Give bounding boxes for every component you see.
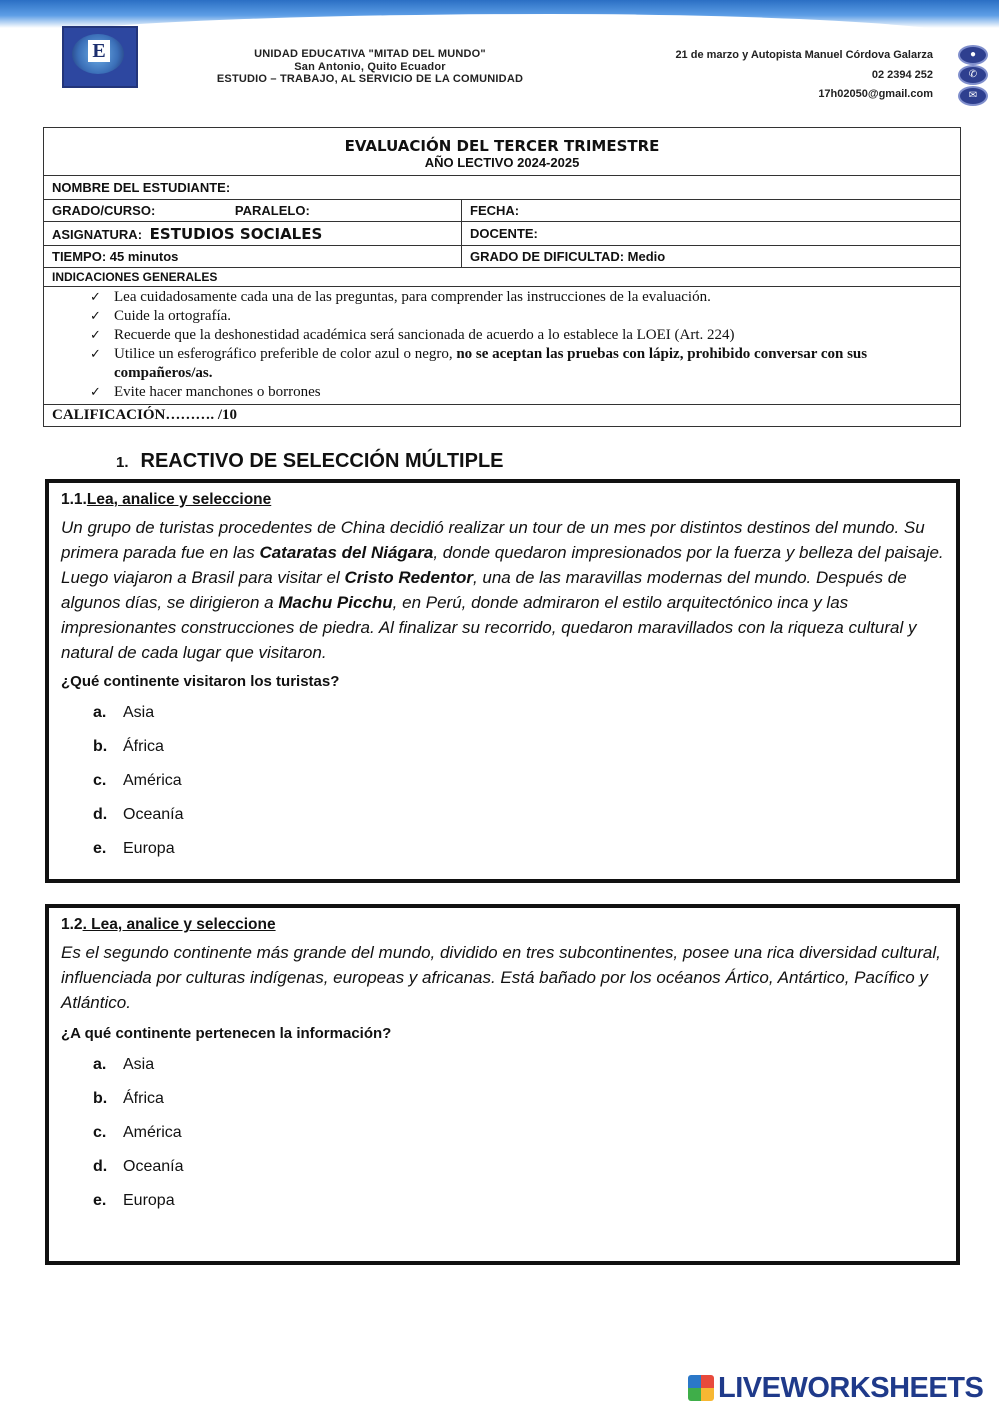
mail-icon: ✉ <box>958 86 988 106</box>
option-b[interactable]: b. África <box>93 738 164 755</box>
school-motto: ESTUDIO – TRABAJO, AL SERVICIO DE LA COMUNIDAD <box>216 73 524 85</box>
question-1-prompt: ¿Qué continente visitaron los turistas? <box>61 673 340 690</box>
subject-label: ASIGNATURA: <box>52 226 143 242</box>
instructions-list <box>52 288 952 402</box>
subject-cell <box>44 222 462 246</box>
contact-address: 21 de marzo y Autopista Manuel Córdova Galarza <box>675 49 933 61</box>
grade-score: CALIFICACIÓN………. /10 <box>44 405 961 427</box>
school-logo <box>62 26 138 88</box>
time-limit: TIEMPO: 45 minutos <box>44 246 462 268</box>
option-c[interactable]: c. América <box>93 772 182 789</box>
instructions-cell <box>44 287 961 405</box>
section-heading: REACTIVO DE SELECCIÓN MÚLTIPLE <box>140 450 504 472</box>
contact-phone: 02 2394 252 <box>871 68 933 81</box>
instruction-item: ✓ Recuerde que la deshonestidad académica será sancionada de acuerdo a lo establece la LOEI (Art. 224) <box>90 327 735 343</box>
option-d[interactable]: d. Oceanía <box>93 806 184 823</box>
school-info <box>178 48 562 86</box>
contact-info <box>585 46 933 105</box>
question-1-passage: Un grupo de turistas procedentes de China decidió realizar un tour de un mes por distintos destinos del mundo. Su primera parada fue en las Cataratas del Niágara, donde quedaron impresionados por la fuerza y belleza del paisaje. Luego viajaron a Brasil para visitar el Cristo Redentor, una de las maravillas modernas del mundo. Después de algunos días, se dirigieron a Machu Picchu, en Perú, donde admiraron el estilo arquitectónico inca y las impresionantes construcciones de piedra. Al finalizar su recorrido, quedaron maravillados con la riqueza cultural y natural de cada lugar que visitaron. <box>61 518 944 662</box>
contact-email: 17h02050@gmail.com <box>818 88 933 100</box>
student-name-field[interactable]: NOMBRE DEL ESTUDIANTE: <box>44 176 961 200</box>
option-e[interactable]: e. Europa <box>93 1192 175 1209</box>
question-1-options <box>93 702 956 872</box>
question-2-passage: Es el segundo continente más grande del mundo, dividido en tres subcontinentes, posee una rica diversidad cultural, influenciada por culturas indígenas, europeas y africanas. Está bañado por los océanos Ártico, Antártico, Pacífico y Atlántico. <box>61 943 941 1012</box>
section-title <box>116 450 504 473</box>
instruction-item: ✓ Evite hacer manchones o borrones <box>90 384 321 400</box>
instruction-item: ✓ Cuide la ortografía. <box>90 308 232 324</box>
option-e[interactable]: e. Europa <box>93 840 175 857</box>
evaluation-info-table <box>43 127 961 427</box>
subject-value: ESTUDIOS SOCIALES <box>149 224 323 243</box>
difficulty-level: GRADO DE DIFICULTAD: Medio <box>462 246 961 268</box>
checkmark-icon: ✓ <box>90 328 101 343</box>
checkmark-icon: ✓ <box>90 309 101 324</box>
checkmark-icon: ✓ <box>90 290 101 305</box>
option-a[interactable]: a. Asia <box>93 1056 155 1073</box>
phone-icon: ✆ <box>958 65 988 85</box>
school-location: San Antonio, Quito Ecuador <box>294 60 446 73</box>
parallel-field[interactable]: PARALELO: <box>234 203 310 218</box>
option-d[interactable]: d. Oceanía <box>93 1158 184 1175</box>
question-1-heading: 1.1.Lea, analice y seleccione <box>61 491 272 508</box>
school-name: UNIDAD EDUCATIVA "MITAD DEL MUNDO" <box>254 48 486 60</box>
checkmark-icon: ✓ <box>90 385 101 400</box>
grade-field[interactable]: GRADO/CURSO: <box>52 203 156 218</box>
instruction-item: ✓ Lea cuidadosamente cada una de las preguntas, para comprender las instrucciones de la evaluación. <box>90 289 711 305</box>
question-2-prompt: ¿A qué continente pertenecen la información? <box>61 1025 392 1042</box>
date-field[interactable]: FECHA: <box>462 200 961 222</box>
grade-cell <box>44 200 462 222</box>
option-b[interactable]: b. África <box>93 1090 164 1107</box>
option-c[interactable]: c. América <box>93 1124 182 1141</box>
section-number: 1. <box>116 454 129 471</box>
logo-letter: E <box>88 40 110 62</box>
liveworksheets-icon <box>688 1375 714 1401</box>
question-1-box <box>45 479 960 883</box>
option-a[interactable]: a. Asia <box>93 704 155 721</box>
general-instructions-heading: INDICACIONES GENERALES <box>44 268 961 287</box>
evaluation-title: EVALUACIÓN DEL TERCER TRIMESTRE <box>344 137 660 155</box>
school-year: AÑO LECTIVO 2024-2025 <box>424 155 580 170</box>
liveworksheets-logo: LIVEWORKSHEETS <box>688 1372 983 1405</box>
question-2-options <box>93 1054 956 1224</box>
teacher-field[interactable]: DOCENTE: <box>462 222 961 246</box>
title-cell <box>44 128 961 176</box>
location-icon: ● <box>958 45 988 65</box>
question-2-box <box>45 904 960 1265</box>
checkmark-icon: ✓ <box>90 347 101 362</box>
question-2-heading: 1.2. Lea, analice y seleccione <box>61 916 276 933</box>
instruction-item: ✓ Utilice un esferográfico preferible de color azul o negro, no se aceptan las pruebas con lápiz, prohibido conversar con sus compañeros/as. <box>90 346 868 381</box>
